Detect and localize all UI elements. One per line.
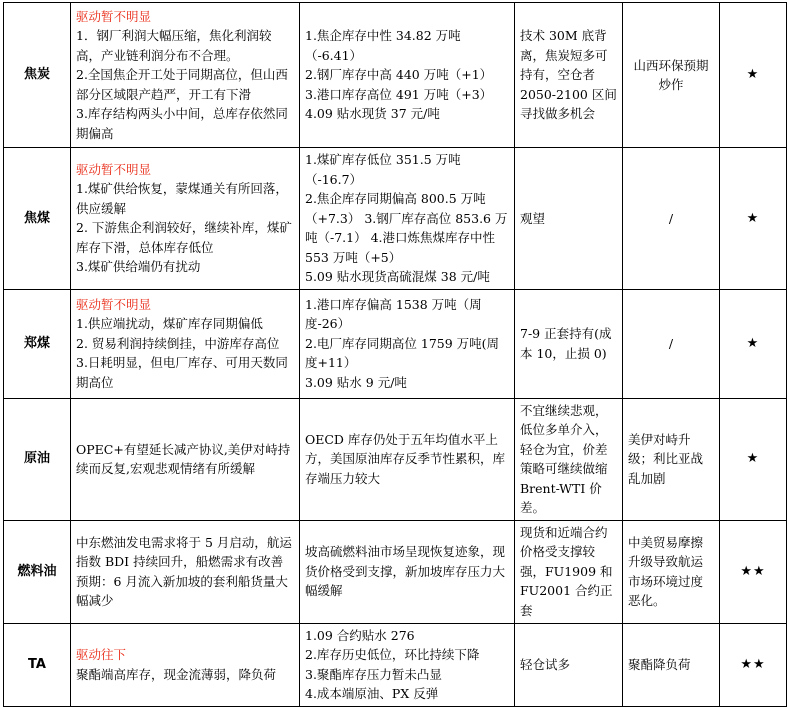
inventory-line: 1.煤矿库存低位 351.5 万吨（-16.7）	[305, 152, 461, 187]
risk-cell: /	[623, 289, 720, 398]
driver-line: 1.煤矿供给恢复，蒙煤通关有所回落，供应缓解	[76, 181, 288, 216]
driver-label: 驱动暂不明显	[76, 8, 152, 24]
strategy-cell: 技术 30M 底背离，焦炭短多可持有，空仓者 2050-2100 区间寻找做多机会	[515, 3, 623, 148]
inventory-line: 1.港口库存偏高 1538 万吨（周度-26）	[305, 296, 482, 332]
table-row	[4, 148, 787, 290]
driver-cell	[71, 289, 300, 398]
inventory-cell	[300, 3, 515, 148]
inventory-line: 3.09 贴水 9 元/吨	[305, 374, 407, 390]
strategy-cell: 7-9 正套持有(成本 10，止损 0)	[515, 289, 623, 398]
strategy-cell: 不宜继续悲观，低位多单介入，轻仓为宜，价差策略可继续做缩 Brent-WTI 价差。	[515, 398, 623, 520]
table-row	[4, 520, 787, 623]
strategy-cell: 轻仓试多	[515, 623, 623, 706]
driver-label: 驱动往下	[76, 647, 127, 662]
inventory-line: 4.成本端原油、PX 反弹	[305, 686, 439, 701]
table-row	[4, 398, 787, 520]
inventory-line: 2.电厂库存同期高位 1759 万吨(周度+11）	[305, 335, 500, 371]
inventory-line: 2.库存历史低位，环比持续下降	[305, 647, 480, 662]
inventory-line: 3.港口库存高位 491 万吨（+3）	[305, 86, 493, 102]
rating-stars: ★	[720, 148, 787, 290]
driver-line: 2. 贸易利润持续倒挂，中游库存高位 3.日耗明显，但电厂库存、可用天数同期高位	[76, 335, 288, 390]
driver-cell	[71, 398, 300, 520]
rating-stars: ★★	[720, 623, 787, 706]
driver-cell	[71, 520, 300, 623]
driver-line: 聚酯端高库存，现金流薄弱，降负荷	[76, 666, 277, 682]
driver-line: 1．钢厂利润大幅压缩，焦化利润较高，产业链利润分布不合理。	[76, 28, 272, 63]
table-row	[4, 289, 787, 398]
table-row	[4, 623, 787, 706]
inventory-cell	[300, 289, 515, 398]
risk-cell: 山西环保预期炒作	[623, 3, 720, 148]
risk-cell: /	[623, 148, 720, 290]
commodity-name: 燃料油	[4, 520, 71, 623]
futures-summary-table	[3, 2, 787, 707]
driver-line: 3.库存结构两头小中间，总库存依然同期偏高	[76, 106, 288, 141]
inventory-line: 3.聚酯库存压力暂未凸显	[305, 666, 442, 682]
commodity-name: 焦煤	[4, 148, 71, 290]
driver-cell	[71, 623, 300, 706]
inventory-line: 5.09 贴水现货高硫混煤 38 元/吨	[305, 269, 490, 284]
inventory-cell	[300, 148, 515, 290]
driver-cell	[71, 3, 300, 148]
driver-cell	[71, 148, 300, 290]
risk-cell: 中美贸易摩擦升级导致航运市场环境过度恶化。	[623, 520, 720, 623]
driver-label: 驱动暂不明显	[76, 161, 152, 177]
inventory-line: 2.焦企库存同期偏高 800.5 万吨（+7.3） 3.钢厂库存高位 853.6 万吨（-7.1） 4.港口炼焦煤库存中性 553 万吨（+5）	[305, 191, 508, 265]
inventory-line: 2.钢厂库存中高 440 万吨（+1）	[305, 67, 493, 83]
strategy-cell: 现货和近端合约价格受支撑较强，FU1909 和 FU2001 合约正套	[515, 520, 623, 623]
commodity-name: 原油	[4, 398, 71, 520]
inventory-cell	[300, 520, 515, 623]
risk-cell: 聚酯降负荷	[623, 623, 720, 706]
driver-line: 中东燃油发电需求将于 5 月启动，航运指数 BDI 持续回升，船燃需求有改善预期：6 月流入新加坡的套利船货量大幅减少	[76, 534, 292, 608]
rating-stars: ★★	[720, 520, 787, 623]
rating-stars: ★	[720, 3, 787, 148]
risk-cell: 美伊对峙升级；利比亚战乱加剧	[623, 398, 720, 520]
inventory-line: 1.09 合约贴水 276	[305, 627, 415, 643]
commodity-name: 郑煤	[4, 289, 71, 398]
inventory-line: 坡高硫燃料油市场呈现恢复迹象，现货价格受到支撑，新加坡库存压力大幅缓解	[305, 544, 506, 599]
commodity-name: TA	[4, 623, 71, 706]
driver-line: 2.全国焦企开工处于同期高位，但山西部分区域限产趋严，开工有下滑	[76, 67, 288, 102]
driver-line: 3.煤矿供给端仍有扰动	[76, 259, 201, 275]
strategy-cell: 观望	[515, 148, 623, 290]
inventory-line: 4.09 贴水现货 37 元/吨	[305, 106, 440, 122]
driver-line: 1.供应端扰动，煤矿库存同期偏低	[76, 316, 263, 332]
inventory-line: 1.焦企库存中性 34.82 万吨（-6.41）	[305, 28, 461, 63]
driver-label: 驱动暂不明显	[76, 296, 152, 312]
inventory-cell	[300, 398, 515, 520]
driver-line: 2. 下游焦企利润较好，继续补库，煤矿库存下滑，总体库存低位	[76, 220, 292, 255]
table-row	[4, 3, 787, 148]
rating-stars: ★	[720, 398, 787, 520]
rating-stars: ★	[720, 289, 787, 398]
driver-line: OPEC+有望延长减产协议,美伊对峙持续而反复,宏观悲观情绪有所缓解	[76, 441, 291, 476]
inventory-cell	[300, 623, 515, 706]
inventory-line: OECD 库存仍处于五年均值水平上方，美国原油库存反季节性累积，库存端压力较大	[305, 431, 506, 486]
commodity-name: 焦炭	[4, 3, 71, 148]
